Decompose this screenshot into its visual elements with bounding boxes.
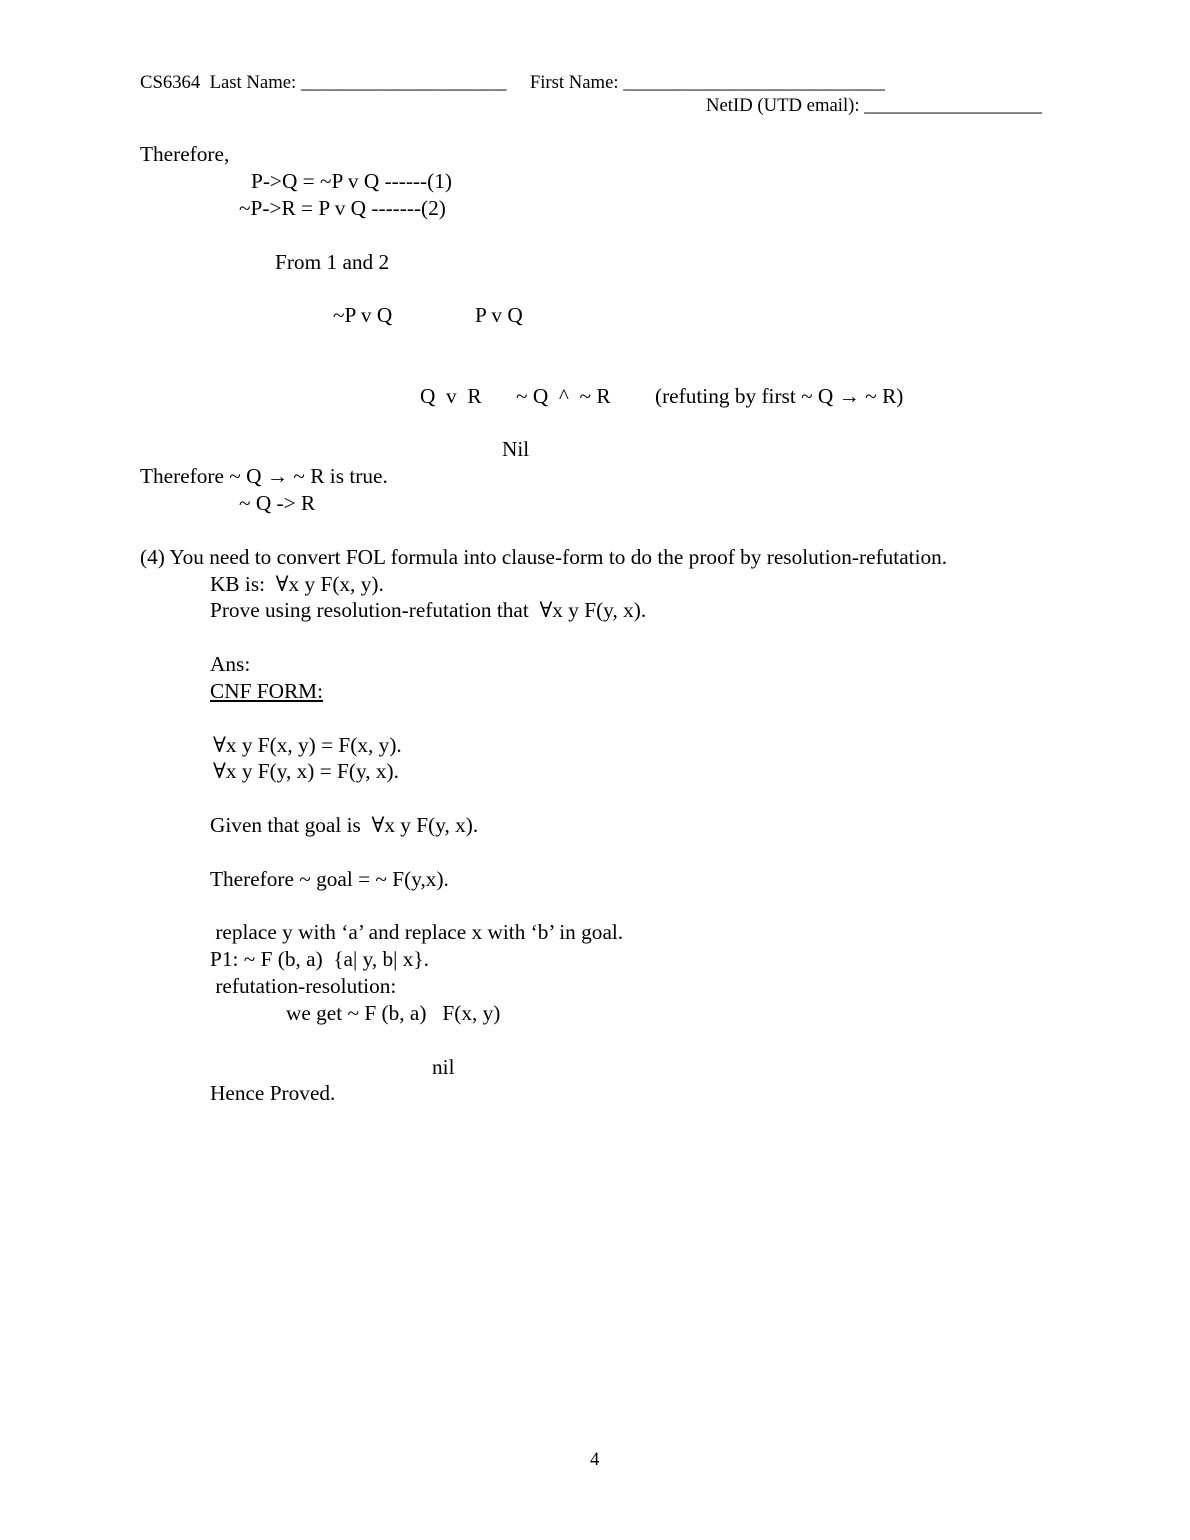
kb-statement: KB is: ∀x y F(x, y). [210, 572, 384, 596]
question-4: (4) You need to convert FOL formula into clause-form to do the proof by resolution-refutation. [140, 545, 948, 569]
equation-2: ~P->R = P v Q -------(2) [239, 196, 446, 220]
from-1-and-2: From 1 and 2 [275, 250, 390, 274]
p1-clause: P1: ~ F (b, a) {a| y, b| x}. [210, 947, 429, 971]
answer-label: Ans: [210, 652, 251, 676]
refutation-label: refutation-resolution: [210, 974, 397, 998]
negated-goal-statement: Therefore ~ goal = ~ F(y,x). [210, 867, 449, 891]
page-number: 4 [590, 1449, 600, 1470]
cnf-formula-1: ∀x y F(x, y) = F(x, y). [213, 733, 402, 757]
cnf-formula-2: ∀x y F(y, x) = F(y, x). [213, 759, 399, 783]
header-names-line: CS6364 Last Name: ______________________ First Name: ____________________________ [140, 72, 885, 93]
replace-statement: replace y with ‘a’ and replace x with ‘b’ in goal. [210, 920, 624, 944]
clause-not-p-or-q: ~P v Q [333, 303, 393, 327]
we-get-line: we get ~ F (b, a) F(x, y) [286, 1001, 501, 1025]
nil-result: Nil [502, 437, 530, 461]
nil-result-2: nil [432, 1055, 455, 1079]
conclusion-line: Therefore ~ Q → ~ R is true. [140, 464, 388, 488]
refuting-note: (refuting by first ~ Q → ~ R) [655, 384, 904, 408]
negated-goal: ~ Q ^ ~ R [516, 384, 611, 408]
clause-p-or-q: P v Q [475, 303, 523, 327]
conclusion-formula: ~ Q -> R [239, 491, 316, 515]
prove-statement: Prove using resolution-refutation that ∀x y F(y, x). [210, 598, 647, 622]
therefore-label: Therefore, [140, 142, 230, 166]
resolvent-q-or-r: Q v R [420, 384, 482, 408]
goal-statement: Given that goal is ∀x y F(y, x). [210, 813, 479, 837]
cnf-heading: CNF FORM: [210, 679, 324, 703]
hence-proved: Hence Proved. [210, 1081, 336, 1105]
header-netid-line: NetID (UTD email): ___________________ [706, 95, 1042, 116]
equation-1: P->Q = ~P v Q ------(1) [251, 169, 452, 193]
